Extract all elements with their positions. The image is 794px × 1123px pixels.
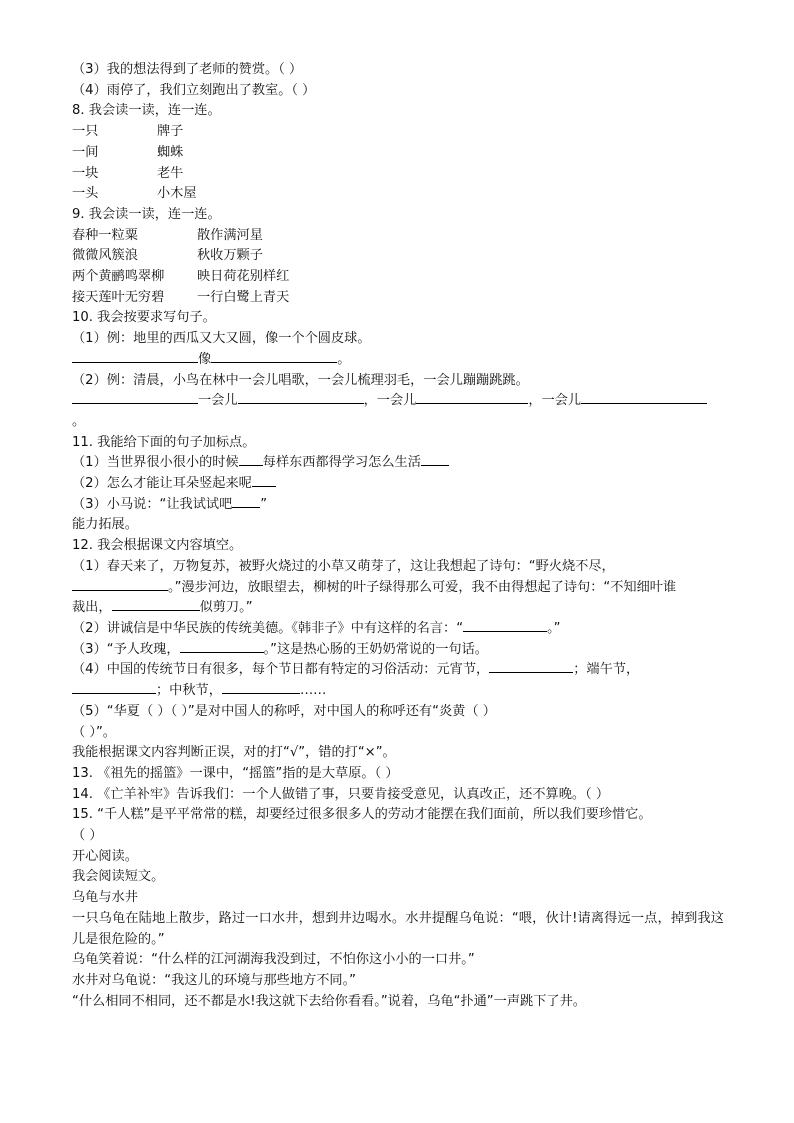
story-title: 乌龟与水井 (72, 890, 138, 906)
answer-blank[interactable] (238, 391, 364, 404)
story-paragraph: “什么相同不相同，还不都是水!我这就下去给你看看。”说着，乌龟“扑通”一声跳下了井。 (72, 993, 586, 1009)
answer-blank[interactable] (211, 350, 337, 363)
q8-row: 一块 老牛 (72, 165, 184, 181)
q11-title: 11. 我能给下面的句子加标点。 (72, 434, 256, 450)
q12-item-1c: 裁出， 似剪刀。” (72, 600, 253, 616)
section-happy-read: 开心阅读。 (72, 848, 138, 864)
answer-blank[interactable] (581, 391, 707, 404)
q11-item-2: （2）怎么才能让耳朵竖起来呢 (72, 474, 724, 495)
q12-item-3: （3）“予人玫瑰， 。”这是热心肠的王奶奶常说的一句话。 (72, 641, 488, 657)
q12-title: 12. 我会根据课文内容填空。 (72, 538, 243, 554)
answer-blank[interactable] (180, 640, 264, 653)
worksheet-page (72, 60, 724, 1012)
story-paragraph: 水井对乌龟说：“我这儿的环境与那些地方不同。” (72, 972, 356, 988)
q10-answer-2: 一会儿 ，一会儿 ，一会儿 (72, 391, 724, 412)
q15: 15. “千人糕”是平平常常的糕，却要经过很多很多人的劳动才能摆在我们面前，所以我们要珍惜它。 (72, 807, 652, 823)
judge-title: 我能根据课文内容判断正误，对的打“√”，错的打“×”。 (72, 745, 396, 761)
q10-example-1: （1）例：地里的西瓜又大又圆，像一个个圆皮球。 (72, 331, 371, 347)
q14: 14. 《亡羊补牢》告诉我们：一个人做错了事，只要肯接受意见，认真改正，还不算晚。（ ） (72, 786, 610, 802)
punctuation-blank[interactable] (252, 474, 276, 487)
q12-item-5b: （ ）”。 (72, 724, 116, 740)
q9-row: 接天莲叶无穷碧 一行白鹭上青天 (72, 289, 290, 305)
q9-row: 春种一粒粟 散作满河星 (72, 227, 263, 243)
section-expand: 能力拓展。 (72, 517, 138, 533)
story-paragraph: 乌龟笑着说：“什么样的江河湖海我没到过，不怕你这小小的一口井。” (72, 952, 475, 968)
q10-answer-1: 像 。 (72, 350, 724, 371)
q12-item-1a: （1）春天来了，万物复苏，被野火烧过的小草又萌芽了，这让我想起了诗句：“野火烧不尽， (72, 558, 615, 574)
q9-row: 两个黄鹂鸣翠柳 映日荷花别样红 (72, 269, 290, 285)
q12-item-2: （2）讲诚信是中华民族的传统美德。《韩非子》中有这样的名言：“ 。” (72, 620, 561, 636)
q11-item-1: （1）当世界很小很小的时候 每样东西都得学习怎么生活 (72, 453, 724, 474)
q12-item-1b: 。”漫步河边，放眼望去，柳树的叶子绿得那么可爱，我不由得想起了诗句：“不知细叶谁 (72, 578, 724, 599)
q9-row: 微微风簇浪 秋收万颗子 (72, 248, 263, 264)
q12-item-5a: （5）“华夏（ ）（ ）”是对中国人的称呼，对中国人的称呼还有“炎黄（ ） (72, 703, 496, 719)
q7-item-3: （3）我的想法得到了老师的赞赏。（ ） (72, 62, 303, 77)
q8-row: 一间 蜘蛛 (72, 144, 184, 160)
answer-blank[interactable] (489, 660, 573, 673)
q10-answer-2-end: 。 (72, 413, 86, 429)
q12-item-4b: ；中秋节， …… (72, 681, 724, 702)
answer-blank[interactable] (222, 681, 300, 694)
q10-example-2: （2）例：清晨，小鸟在林中一会儿唱歌，一会儿梳理羽毛，一会儿蹦蹦跳跳。 (72, 372, 529, 388)
story-paragraph: 一只乌龟在陆地上散步，路过一口水井，想到井边喝水。水井提醒乌龟说：“喂，伙计!请离得远一点，掉到我这儿是很危险的。” (72, 910, 724, 947)
q13: 13. 《祖先的摇篮》一课中，“摇篮”指的是大草原。（ ） (72, 765, 399, 781)
punctuation-blank[interactable] (421, 453, 449, 466)
answer-blank[interactable] (72, 391, 198, 404)
punctuation-blank[interactable] (239, 453, 263, 466)
answer-blank[interactable] (72, 578, 168, 591)
q11-item-3: （3）小马说：“让我试试吧 ” (72, 496, 268, 512)
answer-blank[interactable] (112, 598, 200, 611)
answer-blank[interactable] (416, 391, 528, 404)
answer-blank[interactable] (72, 681, 156, 694)
q8-row: 一只 牌子 (72, 124, 184, 140)
q7-item-4: （4）雨停了，我们立刻跑出了教室。（ ） (72, 82, 316, 98)
answer-blank[interactable] (72, 350, 198, 363)
q15-paren: （ ） (72, 828, 103, 844)
q12-item-4a: （4）中国的传统节日有很多，每个节日都有特定的习俗活动：元宵节， ；端午节， (72, 662, 640, 678)
q8-row: 一头 小木屋 (72, 186, 197, 202)
reading-title: 我会阅读短文。 (72, 869, 165, 885)
q10-title: 10. 我会按要求写句子。 (72, 310, 216, 326)
q8-title: 8. 我会读一读，连一连。 (72, 103, 221, 119)
punctuation-blank[interactable] (232, 495, 260, 508)
answer-blank[interactable] (463, 619, 547, 632)
q9-title: 9. 我会读一读，连一连。 (72, 206, 221, 222)
